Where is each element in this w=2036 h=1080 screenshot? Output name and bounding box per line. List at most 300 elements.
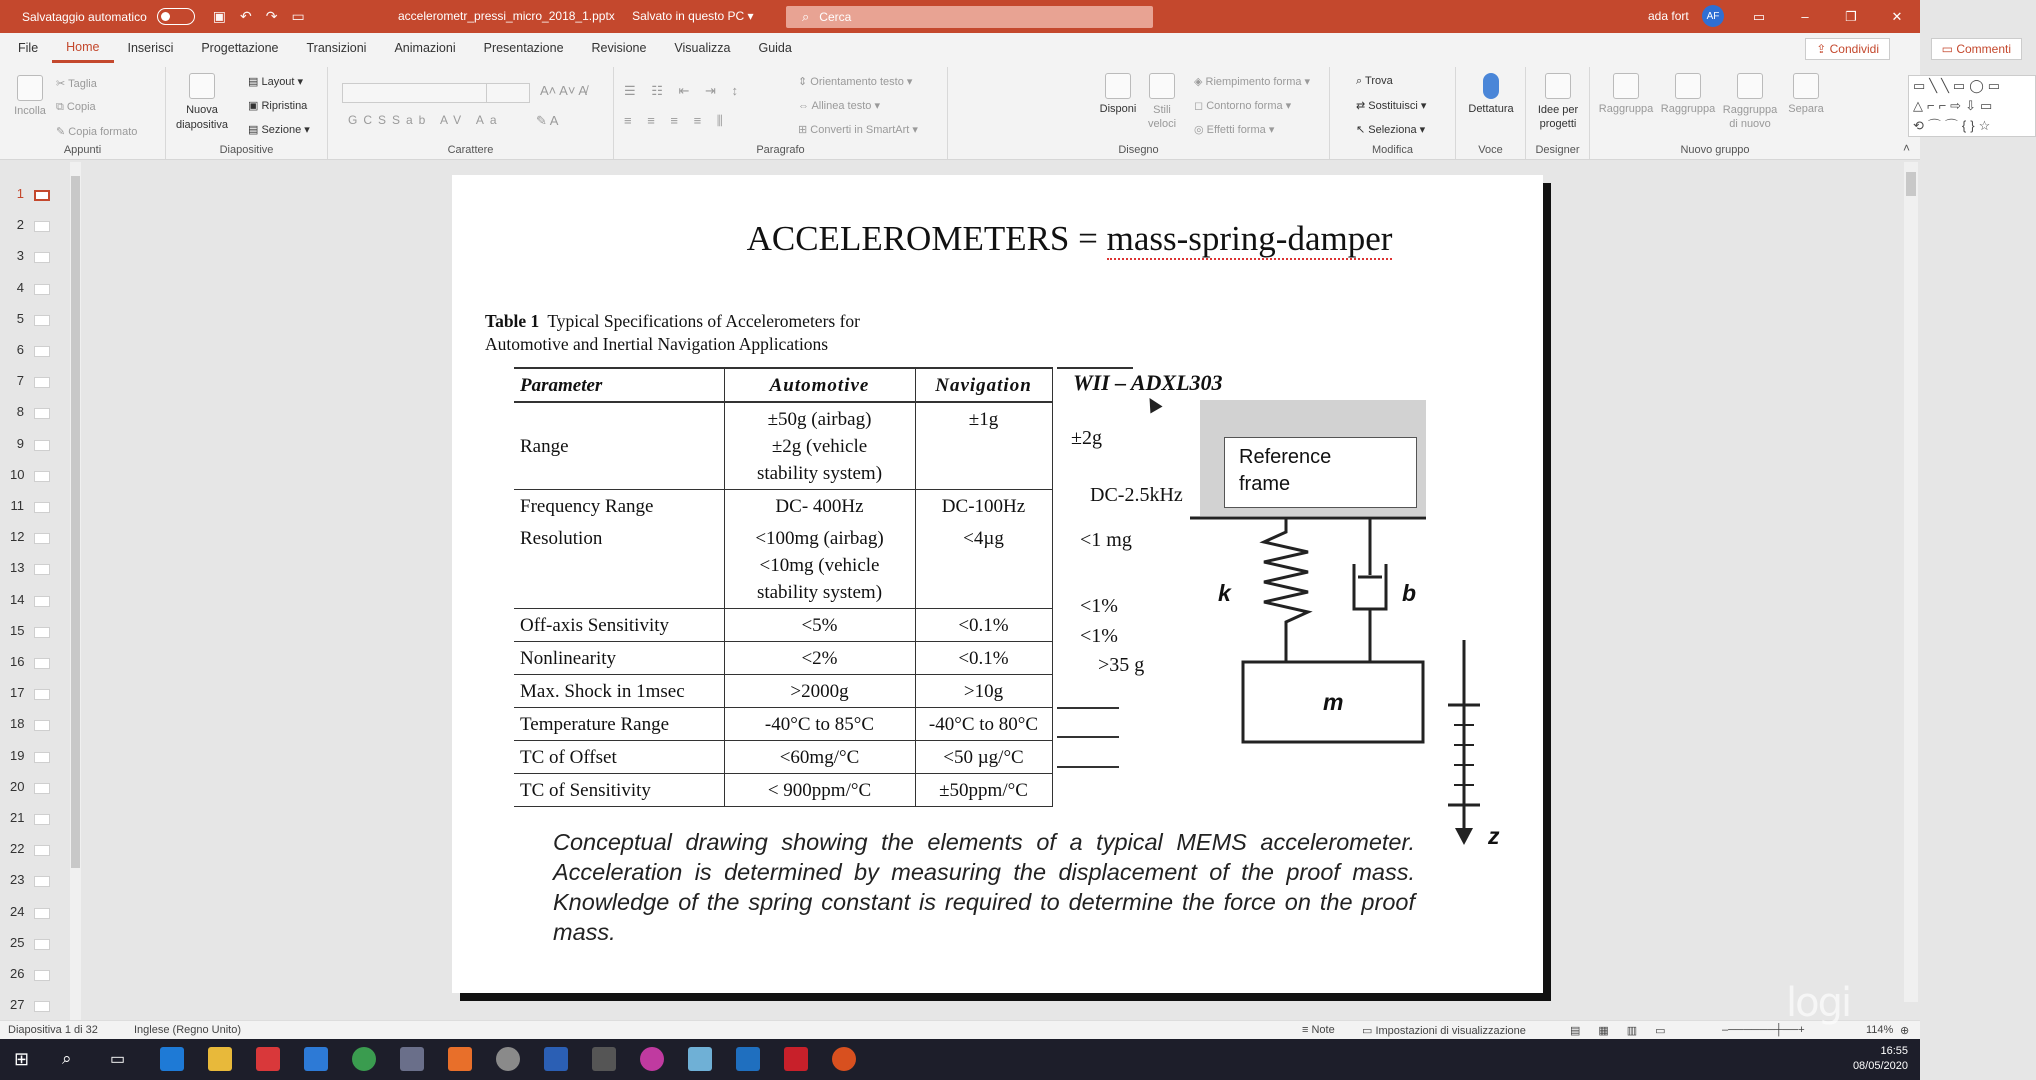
replace-label: Sostituisci xyxy=(1368,100,1418,112)
dictate-label: Dettatura xyxy=(1468,103,1514,115)
search-box[interactable] xyxy=(786,6,1153,28)
powerpoint-icon[interactable] xyxy=(832,1047,856,1071)
view-mode-buttons[interactable]: ▤▦▥▭ xyxy=(1570,1025,1684,1037)
zoom-slider[interactable]: –──────┼──+ xyxy=(1722,1024,1805,1036)
chevron-down-icon: ▾ xyxy=(747,9,754,23)
windows-start-icon[interactable]: ⊞ xyxy=(14,1049,30,1069)
slide-thumbnail[interactable] xyxy=(0,338,60,362)
new-slide-icon xyxy=(189,73,215,99)
slide-thumbnail-image xyxy=(34,377,50,388)
group-label-voice: Voce xyxy=(1478,144,1503,156)
design-ideas-button[interactable] xyxy=(1530,73,1586,131)
quick-styles-button[interactable] xyxy=(1142,73,1182,131)
wii-resolution: <1 mg xyxy=(1080,529,1132,551)
layout-button[interactable]: ▤ Layout ▾ xyxy=(248,76,304,88)
slide-thumbnail[interactable] xyxy=(0,868,60,892)
select-label: Seleziona xyxy=(1368,124,1417,136)
wii-offaxis: <1% xyxy=(1080,595,1118,617)
save-status[interactable]: Salvato in questo PC xyxy=(632,9,745,23)
fit-slide-icon[interactable]: ⊕ xyxy=(1900,1025,1910,1037)
table-cell: <60mg/°C xyxy=(724,741,915,774)
slide-thumbnail-image xyxy=(34,346,50,357)
slide-thumbnail-image xyxy=(34,939,50,950)
shape-effects-label: Effetti forma xyxy=(1206,124,1266,136)
ungroup-label: Separa xyxy=(1788,103,1824,115)
group-label-drawing: Disegno xyxy=(1118,144,1159,156)
slide-number: 2 xyxy=(16,217,24,233)
slide-thumbnail[interactable] xyxy=(0,213,60,237)
restore-button[interactable]: ❐ xyxy=(1845,9,1857,24)
settings-icon[interactable] xyxy=(496,1047,520,1071)
table-cell: ±50ppm/°C xyxy=(915,774,1052,807)
file-explorer-icon[interactable] xyxy=(208,1047,232,1071)
wii-top-line xyxy=(1057,367,1133,369)
reset-button[interactable]: ▣ Ripristina xyxy=(248,100,308,112)
table-cell: <100mg (airbag) <10mg (vehicle stability system) xyxy=(724,522,915,609)
find-button[interactable]: ⌕ Trova xyxy=(1356,75,1393,87)
matlab-icon[interactable] xyxy=(448,1047,472,1071)
table-row xyxy=(514,774,1052,807)
window-controls xyxy=(1736,0,1920,33)
copy-label: Copia xyxy=(66,101,96,113)
group-button-1[interactable] xyxy=(1598,73,1654,115)
slide-thumbnail-image xyxy=(34,752,50,763)
slide-number: 27 xyxy=(10,997,25,1013)
slide-thumbnail[interactable] xyxy=(0,556,60,580)
edge-icon[interactable] xyxy=(160,1047,184,1071)
font-style-buttons[interactable]: GCSSab AV Aa xyxy=(348,113,503,127)
quick-styles-label: Stili veloci xyxy=(1147,104,1177,130)
tab-transitions[interactable]: Transizioni xyxy=(306,41,367,55)
tab-review[interactable]: Revisione xyxy=(591,41,647,55)
slide-number: 13 xyxy=(10,560,25,576)
slide-thumbnail-image xyxy=(34,814,50,825)
slide-number: 9 xyxy=(16,435,24,451)
slide-number: 17 xyxy=(10,685,25,701)
taskbar xyxy=(0,1039,1920,1080)
table-caption-label: Table 1 xyxy=(485,311,540,331)
group-designer xyxy=(1526,67,1590,159)
group-label-slides: Diapositive xyxy=(219,144,274,156)
slide-thumbnail-image xyxy=(34,471,50,482)
slide-thumbnail[interactable] xyxy=(0,775,60,799)
comments-button[interactable] xyxy=(1931,38,2022,60)
table-cell: Frequency Range xyxy=(514,490,724,523)
slide-number: 1 xyxy=(16,186,24,201)
format-painter-label: Copia formato xyxy=(68,126,138,138)
slide-thumbnail[interactable] xyxy=(0,806,60,830)
app-icon[interactable] xyxy=(640,1047,664,1071)
regroup-button[interactable] xyxy=(1722,73,1778,131)
group-icon xyxy=(1675,73,1701,99)
search-placeholder: Cerca xyxy=(819,10,852,24)
clock-time: 16:55 xyxy=(1880,1045,1908,1057)
table-cell: Range xyxy=(520,436,569,457)
table-cell: DC- 400Hz xyxy=(724,490,915,523)
text-direction-label: Orientamento testo xyxy=(810,76,904,88)
table-row xyxy=(514,708,1052,741)
editor-scrollbar[interactable] xyxy=(1904,162,1918,1002)
paste-label: Incolla xyxy=(14,105,46,117)
slide-thumbnail-image xyxy=(34,658,50,669)
slide-number: 24 xyxy=(10,903,25,919)
header-navigation: Navigation xyxy=(915,368,1052,402)
slide-thumbnail[interactable] xyxy=(0,369,60,393)
layout-label: Layout xyxy=(261,76,295,88)
slide-counter: Diapositiva 1 di 32 xyxy=(8,1024,98,1036)
shape-outline-button[interactable]: ◻ Contorno forma ▾ xyxy=(1194,100,1292,112)
slide-thumbnail[interactable] xyxy=(0,400,60,424)
group-icon xyxy=(1613,73,1639,99)
table-cell: DC-100Hz xyxy=(915,490,1052,523)
z-axis-arrowhead xyxy=(1455,828,1473,845)
app-icon[interactable] xyxy=(592,1047,616,1071)
table-row xyxy=(514,675,1052,708)
table-caption xyxy=(485,310,860,356)
cut-button[interactable]: ✂ Taglia xyxy=(56,78,97,90)
table-row xyxy=(514,642,1052,675)
font-size-select[interactable] xyxy=(486,83,530,103)
notes-label: Note xyxy=(1311,1024,1335,1036)
slide-thumbnail[interactable] xyxy=(0,244,60,268)
reference-frame-box: Reference frame xyxy=(1224,437,1417,508)
close-button[interactable]: ✕ xyxy=(1891,9,1903,24)
zoom-level[interactable]: 114% xyxy=(1866,1024,1894,1036)
table-cell: <5% xyxy=(724,609,915,642)
search-icon: ⌕ xyxy=(802,9,810,24)
slide-thumbnail[interactable] xyxy=(0,182,60,206)
cut-label: Taglia xyxy=(68,78,97,90)
arrange-label: Disponi xyxy=(1099,103,1137,115)
slide-thumbnail[interactable] xyxy=(0,744,60,768)
slide-thumbnail-image xyxy=(34,876,50,887)
editor-scrollbar-thumb[interactable] xyxy=(1906,172,1916,196)
slide-number: 21 xyxy=(10,810,25,825)
shapes-gallery[interactable]: ▭╲╲▭◯▭ △⌐⌐⇨⇩▭ ⟲⌒⌒{}☆ xyxy=(1908,75,2036,137)
slide-canvas[interactable] xyxy=(452,175,1543,993)
slide-number: 6 xyxy=(16,342,24,357)
table-cell: < 900ppm/°C xyxy=(724,774,915,807)
table-cell: -40°C to 80°C xyxy=(915,708,1052,741)
comment-icon: ▭ xyxy=(1941,42,1957,56)
slide-thumbnail[interactable] xyxy=(0,962,60,986)
slide-number: 18 xyxy=(10,716,25,732)
mail-icon[interactable] xyxy=(304,1047,328,1071)
tab-home[interactable]: Home xyxy=(52,33,113,63)
smartart-button[interactable]: ⊞ Converti in SmartArt ▾ xyxy=(798,124,918,136)
filename: accelerometr_pressi_micro_2018_1.pptx xyxy=(398,9,615,23)
slide-number: 15 xyxy=(10,622,25,638)
shape-outline-label: Contorno forma xyxy=(1206,100,1283,112)
slide-thumbnail-image xyxy=(34,502,50,513)
align-text-label: Allinea testo xyxy=(811,100,872,112)
group-button-2[interactable] xyxy=(1660,73,1716,115)
table-cell: <0.1% xyxy=(915,642,1052,675)
table-cell: <0.1% xyxy=(915,609,1052,642)
group-label-2: Raggruppa xyxy=(1660,103,1716,115)
slide-thumbnail-image xyxy=(34,596,50,607)
slide-thumbnail[interactable] xyxy=(0,463,60,487)
table-cell: Max. Shock in 1msec xyxy=(514,675,724,708)
slide-thumbnail-image xyxy=(34,315,50,326)
group-font xyxy=(328,67,614,159)
slide-thumbnail-image xyxy=(34,908,50,919)
wii-frequency: DC-2.5kHz xyxy=(1090,484,1183,506)
slide-thumbnail[interactable] xyxy=(0,588,60,612)
ribbon-tabs xyxy=(0,33,1920,63)
find-label: Trova xyxy=(1365,75,1393,87)
slide-thumbnail[interactable] xyxy=(0,619,60,643)
shape-fill-button[interactable]: ◈ Riempimento forma ▾ xyxy=(1194,76,1311,88)
clock[interactable] xyxy=(1853,1044,1908,1074)
arrange-button[interactable] xyxy=(1098,73,1138,115)
dictate-button[interactable] xyxy=(1462,73,1520,115)
format-painter-button[interactable]: ✎ Copia formato xyxy=(56,126,138,138)
wii-line xyxy=(1057,766,1119,768)
diagram-description: Conceptual drawing showing the elements of a typical MEMS accelerometer. Acceleration is determined by measuring the displacement of the proof mass. Knowledge of the spring constant is required to determine the force on the proof mass. xyxy=(553,829,1415,945)
group-new xyxy=(1590,67,1840,159)
header-automotive: Automotive xyxy=(724,368,915,402)
section-label: Sezione xyxy=(261,124,302,136)
display-icon: ▭ xyxy=(1362,1025,1376,1037)
search-icon[interactable]: ⌕ xyxy=(62,1049,72,1068)
group-label-designer: Designer xyxy=(1535,144,1580,156)
user-name[interactable]: ada fort xyxy=(1648,9,1689,23)
table-header-row xyxy=(514,368,1052,402)
replace-button[interactable]: ⇄ Sostituisci ▾ xyxy=(1356,100,1427,112)
reset-label: Ripristina xyxy=(261,100,308,112)
slide-thumbnail[interactable] xyxy=(0,681,60,705)
new-slide-button[interactable] xyxy=(170,73,234,133)
slide-number: 5 xyxy=(16,310,24,326)
comments-label: Commenti xyxy=(1956,42,2011,56)
acrobat-icon[interactable] xyxy=(784,1047,808,1071)
font-size-buttons[interactable]: A˄ A˅ A̸ xyxy=(540,83,587,98)
select-button[interactable]: ↖ Seleziona ▾ xyxy=(1356,124,1426,136)
align-text-button[interactable]: ⇔ Allinea testo ▾ xyxy=(798,100,880,112)
slide-thumbnail[interactable] xyxy=(0,712,60,736)
group-label-clipboard: Appunti xyxy=(63,144,102,156)
word-icon[interactable] xyxy=(544,1047,568,1071)
quick-styles-icon xyxy=(1149,73,1175,99)
group-slides xyxy=(166,67,328,159)
table-cell: Resolution xyxy=(520,528,603,549)
tab-design[interactable]: Progettazione xyxy=(201,41,279,55)
autosave-toggle[interactable] xyxy=(157,8,195,25)
collapse-ribbon-icon[interactable]: ˄ xyxy=(1902,141,1910,155)
table-cell: >10g xyxy=(915,675,1052,708)
logi-watermark: logi xyxy=(1786,980,1851,1026)
table-cell: Off-axis Sensitivity xyxy=(514,609,724,642)
slide-thumbnail[interactable] xyxy=(0,837,60,861)
shape-effects-button[interactable]: ◎ Effetti forma ▾ xyxy=(1194,124,1275,136)
slide-title-underlined: mass-spring-damper xyxy=(1106,219,1393,258)
slide-thumbnail[interactable] xyxy=(0,525,60,549)
table-caption-line1: Typical Specifications of Accelerometers for xyxy=(547,311,860,331)
group-clipboard xyxy=(0,67,166,159)
slide-thumbnail[interactable] xyxy=(0,494,60,518)
share-button[interactable] xyxy=(1805,38,1890,60)
slide-number: 20 xyxy=(10,778,25,794)
table-cell: ±1g xyxy=(915,402,1052,490)
slide-thumbnail-image xyxy=(34,689,50,700)
mass-label: m xyxy=(1323,689,1344,715)
paste-button[interactable] xyxy=(8,75,52,117)
slide-thumbnail[interactable] xyxy=(0,900,60,924)
text-direction-button[interactable]: ⇕ Orientamento testo ▾ xyxy=(798,76,913,88)
chrome-icon[interactable] xyxy=(352,1047,376,1071)
table-cell: >2000g xyxy=(724,675,915,708)
font-name-select[interactable] xyxy=(342,83,487,103)
document-title xyxy=(398,9,754,23)
slide-number: 23 xyxy=(10,872,25,888)
table-cell: <2% xyxy=(724,642,915,675)
align-buttons[interactable]: ≡ ≡ ≡ ≡ ⫼ xyxy=(624,113,729,128)
microphone-icon xyxy=(1483,73,1499,99)
table-row xyxy=(514,490,1052,523)
slide-number: 22 xyxy=(10,841,25,857)
group-label-1: Raggruppa xyxy=(1598,103,1654,115)
list-buttons[interactable]: ☰ ☷ ⇤ ⇥ ↕ xyxy=(624,83,745,98)
table-cell: Nonlinearity xyxy=(514,642,724,675)
scrollbar-thumb[interactable] xyxy=(71,176,80,868)
notes-icon: ≡ xyxy=(1302,1024,1312,1036)
group-label-new: Nuovo gruppo xyxy=(1680,144,1750,156)
ungroup-button[interactable] xyxy=(1784,73,1828,115)
avatar[interactable]: AF xyxy=(1702,5,1724,27)
table-cell: -40°C to 85°C xyxy=(724,708,915,741)
regroup-label: Raggruppa di nuovo xyxy=(1722,104,1778,130)
regroup-icon xyxy=(1737,73,1763,99)
group-editing xyxy=(1330,67,1456,159)
slide-thumbnail-image xyxy=(34,564,50,575)
slide-number: 19 xyxy=(10,747,25,763)
slide-thumbnail-image xyxy=(34,408,50,419)
photos-icon[interactable] xyxy=(736,1047,760,1071)
slide-thumbnail-image xyxy=(34,720,50,731)
view-settings-label: Impostazioni di visualizzazione xyxy=(1375,1025,1526,1037)
slide-number: 7 xyxy=(16,373,24,389)
tab-file[interactable]: File xyxy=(18,41,39,55)
table-row xyxy=(514,609,1052,642)
wii-nonlinearity: <1% xyxy=(1080,625,1118,647)
table-row xyxy=(514,522,1052,609)
damper-label: b xyxy=(1402,580,1417,606)
title-bar xyxy=(0,0,1920,33)
table-cell: Temperature Range xyxy=(514,708,724,741)
app-icon[interactable] xyxy=(688,1047,712,1071)
wii-shock: >35 g xyxy=(1098,654,1145,676)
table-cell: ±50g (airbag) ±2g (vehicle stability system) xyxy=(724,402,915,490)
new-slide-label: Nuova diapositiva xyxy=(176,104,228,131)
slide-thumbnail-image xyxy=(34,190,50,201)
view-settings-button[interactable] xyxy=(1362,1024,1526,1037)
header-parameter: Parameter xyxy=(514,368,724,402)
spring-label: k xyxy=(1218,580,1231,606)
group-label-font: Carattere xyxy=(447,144,494,156)
share-icon: ⇪ xyxy=(1816,42,1830,56)
slide-number: 25 xyxy=(10,934,25,950)
quick-access-toolbar[interactable]: ▣↶↷▭ xyxy=(212,8,319,24)
slide-thumbnail-image xyxy=(34,533,50,544)
slide-number: 11 xyxy=(10,498,24,513)
slide-number: 8 xyxy=(16,404,24,420)
task-view-icon[interactable]: ▭ xyxy=(110,1051,126,1068)
wii-range: ±2g xyxy=(1071,427,1102,449)
tab-animations[interactable]: Animazioni xyxy=(394,41,456,55)
spring-shape xyxy=(1264,518,1308,662)
slide-thumbnail-image xyxy=(34,221,50,232)
autosave-label: Salvataggio automatico xyxy=(22,9,147,24)
slide-title-prefix: ACCELEROMETERS = xyxy=(746,219,1107,258)
group-voice xyxy=(1456,67,1526,159)
tab-view[interactable]: Visualizza xyxy=(674,41,731,55)
thumbnail-scrollbar[interactable] xyxy=(70,162,81,1020)
slide-thumbnail-image xyxy=(34,252,50,263)
tab-help[interactable]: Guida xyxy=(758,41,792,55)
slide-thumbnail[interactable] xyxy=(0,931,60,955)
language-indicator[interactable]: Inglese (Regno Unito) xyxy=(134,1024,242,1036)
slide-number: 10 xyxy=(10,466,25,482)
slide-thumbnail[interactable] xyxy=(0,432,60,456)
ribbon xyxy=(0,63,2005,160)
ungroup-icon xyxy=(1793,73,1819,99)
table-row xyxy=(514,741,1052,774)
slide-thumbnail[interactable] xyxy=(0,307,60,331)
tab-insert[interactable]: Inserisci xyxy=(127,41,174,55)
font-color-buttons[interactable]: ✎ A xyxy=(536,113,559,128)
table-row xyxy=(514,402,1052,490)
slide-thumbnail-image xyxy=(34,1001,50,1012)
slide-title[interactable] xyxy=(452,219,1543,259)
table-caption-line2: Automotive and Inertial Navigation Applications xyxy=(485,334,829,354)
wii-line xyxy=(1057,736,1119,738)
spec-table xyxy=(514,367,1053,807)
group-label-editing: Modifica xyxy=(1372,144,1413,156)
slide-thumbnail-image xyxy=(34,284,50,295)
slide-number: 12 xyxy=(10,529,25,545)
copy-button[interactable]: ⧉ Copia xyxy=(56,101,96,113)
ribbon-display-icon[interactable]: ▭ xyxy=(1752,9,1766,24)
slide-thumbnail-image xyxy=(34,845,50,856)
z-axis-label: z xyxy=(1488,823,1500,849)
status-bar xyxy=(0,1020,1920,1039)
design-ideas-icon xyxy=(1545,73,1571,99)
design-ideas-label: Idee per progetti xyxy=(1537,104,1579,130)
paste-icon xyxy=(17,75,43,101)
wii-line xyxy=(1057,707,1119,709)
shape-fill-label: Riempimento forma xyxy=(1205,76,1302,88)
clock-date: 08/05/2020 xyxy=(1852,1060,1908,1072)
section-button[interactable]: ▤ Sezione ▾ xyxy=(248,124,310,136)
slide-number: 14 xyxy=(10,591,25,607)
slide-thumbnail[interactable] xyxy=(0,276,60,300)
slide-number: 16 xyxy=(10,654,25,669)
store-icon[interactable] xyxy=(256,1047,280,1071)
slide-thumbnail[interactable] xyxy=(0,650,60,674)
table-cell: TC of Offset xyxy=(514,741,724,774)
notes-button[interactable] xyxy=(1302,1024,1335,1036)
slide-thumbnail-image xyxy=(34,970,50,981)
slide-thumbnail[interactable] xyxy=(0,993,60,1017)
minimize-button[interactable]: – xyxy=(1801,9,1809,24)
calculator-icon[interactable] xyxy=(400,1047,424,1071)
slide-thumbnail-image xyxy=(34,440,50,451)
tab-slideshow[interactable]: Presentazione xyxy=(483,41,564,55)
group-paragraph xyxy=(614,67,948,159)
slide-number: 26 xyxy=(10,966,25,981)
share-label: Condividi xyxy=(1829,42,1879,56)
